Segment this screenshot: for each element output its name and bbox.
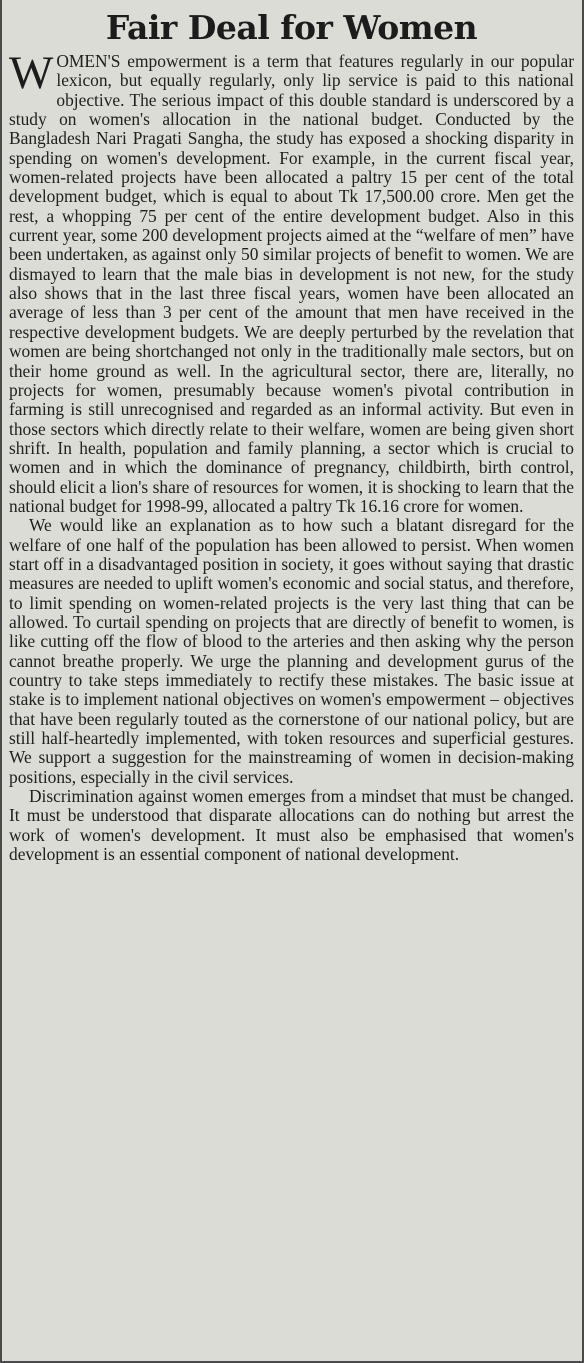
article-body: [9, 47, 574, 865]
paragraph-1: [9, 47, 574, 516]
paragraph-1-text: OMEN'S empowerment is a term that features regularly in our popular lexicon, but equally regularly, only lip service is paid to this national objective. The serious impact of this double standard is underscored by a study on women's allocation in the national budget. Conducted by the Bangladesh Nari Pragati Sangha, the study has exposed a shocking disparity in spending on women's development. For example, in the current fiscal year, women-related projects have been allocated a paltry 15 per cent of the total development budget, which is equal to about Tk 17,500.00 crore. Men get the rest, a whopping 75 per cent of the entire development budget. Also in this current year, some 200 development projects aimed at the “welfare of men” have been undertaken, as against only 50 similar projects of benefit to women. We are dismayed to learn that the male bias in development is not new, for the study also shows that in the last three fiscal years, women have been allocated an average of less than 3 per cent of the amount that men have received in the respective development budgets. We are deeply perturbed by the revelation that women are being shortchanged not only in the traditionally male sectors, but on their home ground as well. In the agricultural sector, there are, literally, no projects for women, presumably because women's pivotal contribution in farming is still unrecognised and regarded as an informal activity. But even in those sectors which directly relate to their welfare, women are being given short shrift. In health, population and family planning, a sector which is crucial to women and in which the dominance of pregnancy, childbirth, birth control, should elicit a lion's share of resources for women, it is shocking to learn that the national budget for 1998-99, allocated a paltry Tk 16.16 crore for women.: [9, 51, 574, 516]
paragraph-2: We would like an explanation as to how such a blatant disregard for the welfare of one half of the population has been allowed to persist. When women start off in a disadvantaged position in society, it goes without saying that drastic measures are needed to uplift women's economic and social status, and therefore, to limit spending on women-related projects is the very last thing that can be allowed. To curtail spending on projects that are directly of benefit to women, is like cutting off the flow of blood to the arteries and then asking why the person cannot breathe properly. We urge the planning and development gurus of the country to take steps immediately to rectify these mistakes. The basic issue at stake is to implement national objectives on women's empowerment – objectives that have been regularly touted as the cornerstone of our national policy, but are still half-heartedly implemented, with token resources and superficial gestures. We support a suggestion for the mainstreaming of women in decision-making positions, especially in the civil services.: [9, 515, 574, 787]
drop-cap: W: [9, 47, 54, 99]
headline: Fair Deal for Women: [105, 8, 478, 47]
paragraph-3: Discrimination against women emerges from a mindset that must be changed. It must be understood that disparate allocations can do nothing but arrest the work of women's development. It must also be emphasised that women's development is an essential component of national development.: [9, 786, 574, 865]
